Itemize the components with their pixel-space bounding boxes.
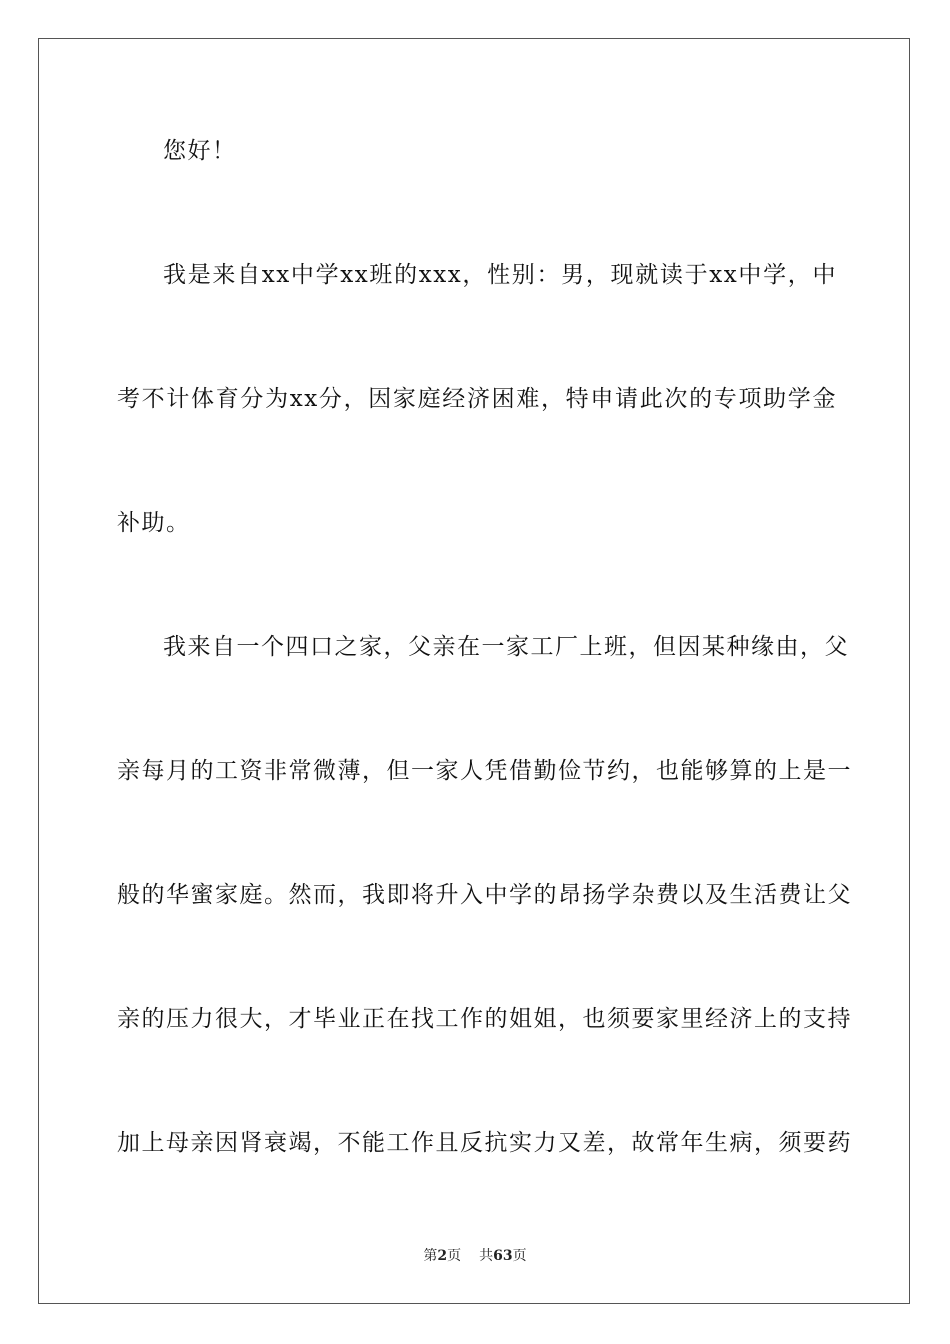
page-prefix: 第 [423, 1248, 438, 1264]
total-suffix: 页 [512, 1248, 527, 1264]
greeting-line: 您好！ [163, 138, 237, 164]
paragraph-2-line-1: 我来自一个四口之家，父亲在一家工厂上班，但因某种缘由，父 [163, 634, 849, 660]
paragraph-1-line-3: 补助。 [117, 510, 191, 536]
total-pages: 63 [493, 1248, 513, 1264]
page-footer [0, 1246, 950, 1266]
paragraph-2-line-4: 亲的压力很大，才毕业正在找工作的姐姐，也须要家里经济上的支持 [117, 1006, 852, 1032]
page-suffix: 页 [447, 1248, 462, 1264]
total-prefix: 共 [479, 1248, 494, 1264]
paragraph-1-line-1: 我是来自xx中学xx班的xxx，性别：男，现就读于xx中学，中 [163, 262, 837, 288]
paragraph-1-line-2: 考不计体育分为xx分，因家庭经济困难，特申请此次的专项助学金 [117, 386, 837, 412]
paragraph-2-line-2: 亲每月的工资非常微薄，但一家人凭借勤俭节约，也能够算的上是一 [117, 758, 852, 784]
page-number: 2 [437, 1248, 448, 1264]
paragraph-2-line-3: 般的华蜜家庭。然而，我即将升入中学的昂扬学杂费以及生活费让父 [117, 882, 852, 908]
page-frame [38, 38, 910, 1304]
paragraph-2-line-5: 加上母亲因肾衰竭，不能工作且反抗实力又差，故常年生病，须要药 [117, 1130, 852, 1156]
